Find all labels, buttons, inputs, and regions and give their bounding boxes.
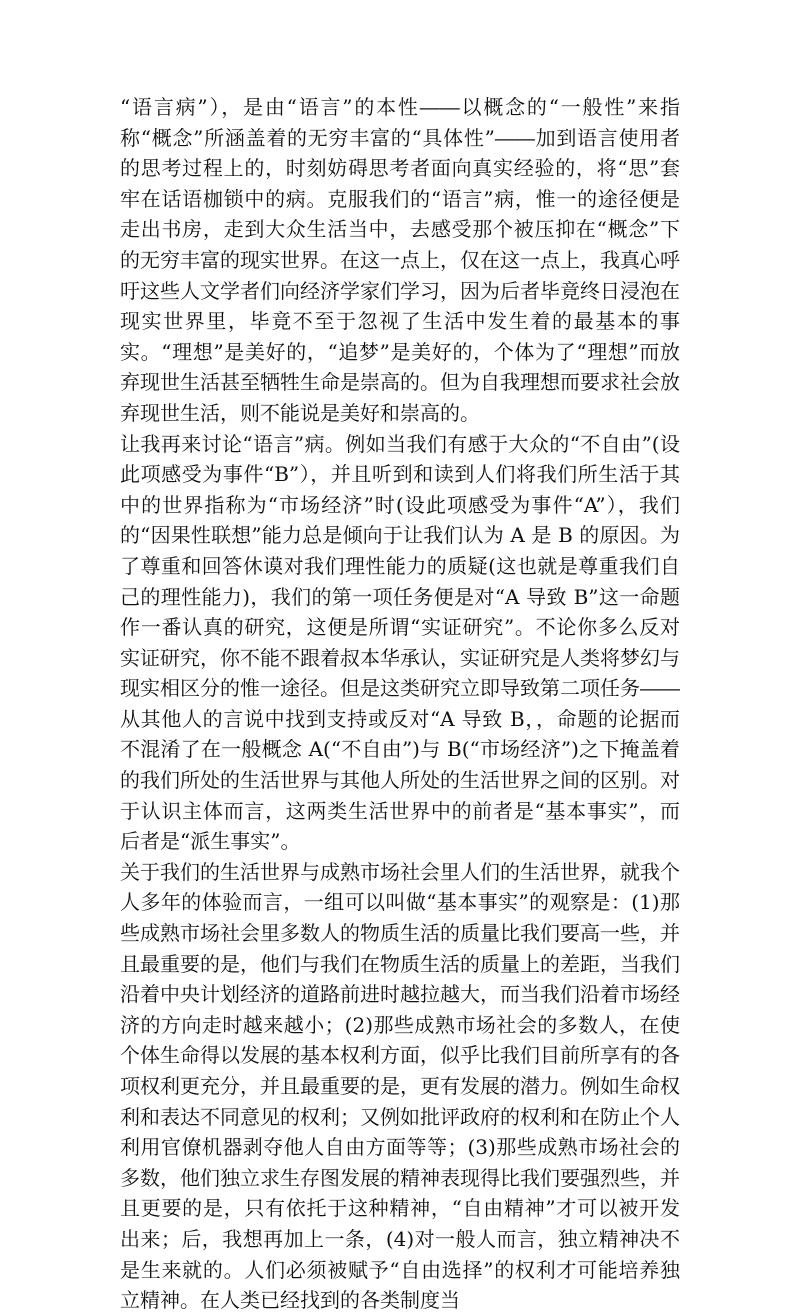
paragraph-empirical-research: 让我再来讨论“语言”病。例如当我们有感于大众的“不自由”(设此项感受为事件“B”），并且听到和读到人们将我们所生活于其中的世界指称为“市场经济”时(设此项感受为事件“A”），我们的“因果性联想”能力总是倾向于让我们认为 A 是 B 的原因。为了尊重和回答休谟对我们理性能力的质疑(这也就是尊重我们自己的理性能力)，我们的第一项任务便是对“A 导致 B”这一命题作一番认真的研究，这便是所谓“实证研究”。不论你多么反对实证研究，你不能不跟着叔本华承认，实证研究是人类将梦幻与现实相区分的惟一途径。但是这类研究立即导致第二项任务――从其他人的言说中找到支持或反对“A 导致 B，，命题的论据而不混淆了在一般概念 A(“不自由”)与 B(“市场经济”)之下掩盖着的我们所处的生活世界与其他人所处的生活世界之间的区别。对于认识主体而言，这两类生活世界中的前者是“基本事实”，而后者是“派生事实”。	[120, 431, 680, 854]
document-body	[120, 92, 680, 1316]
paragraph-language-disease: “语言病”），是由“语言”的本性――以概念的“一般性”来指称“概念”所涵盖着的无穷丰富的“具体性”――加到语言使用者的思考过程上的，时刻妨碍思考者面向真实经验的，将“思”套牢在话语枷锁中的病。克服我们的“语言”病，惟一的途径便是走出书房，走到大众生活当中，去感受那个被压抑在“概念”下的无穷丰富的现实世界。在这一点上，仅在这一点上，我真心呼吁这些人文学者们向经济学家们学习，因为后者毕竟终日浸泡在现实世界里，毕竟不至于忽视了生活中发生着的最基本的事实。“理想”是美好的，“追梦”是美好的，个体为了“理想”而放弃现世生活甚至牺牲生命是崇高的。但为自我理想而要求社会放弃现世生活，则不能说是美好和崇高的。	[120, 95, 680, 425]
paragraph-basic-facts: 关于我们的生活世界与成熟市场社会里人们的生活世界，就我个人多年的体验而言，一组可以叫做“基本事实”的观察是：(1)那些成熟市场社会里多数人的物质生活的质量比我们要高一些，并且最重要的是，他们与我们在物质生活的质量上的差距，当我们沿着中央计划经济的道路前进时越拉越大，而当我们沿着市场经济的方向走时越来越小；(2)那些成熟市场社会的多数人，在使个体生命得以发展的基本权利方面，似乎比我们目前所享有的各项权利更充分，并且最重要的是，更有发展的潜力。例如生命权利和表达不同意见的权利；又例如批评政府的权利和在防止个人利用官僚机器剥夺他人自由方面等等；(3)那些成熟市场社会的多数，他们独立求生存图发展的精神表现得比我们要强烈些，并且更要的是，只有依托于这种精神，“自由精神”才可以被开发出来；后，我想再加上一条，(4)对一般人而言，独立精神决不是生来就的。人们必须被赋予“自由选择”的权利才可能培养独立精神。在人类已经找到的各类制度当	[120, 859, 680, 1313]
